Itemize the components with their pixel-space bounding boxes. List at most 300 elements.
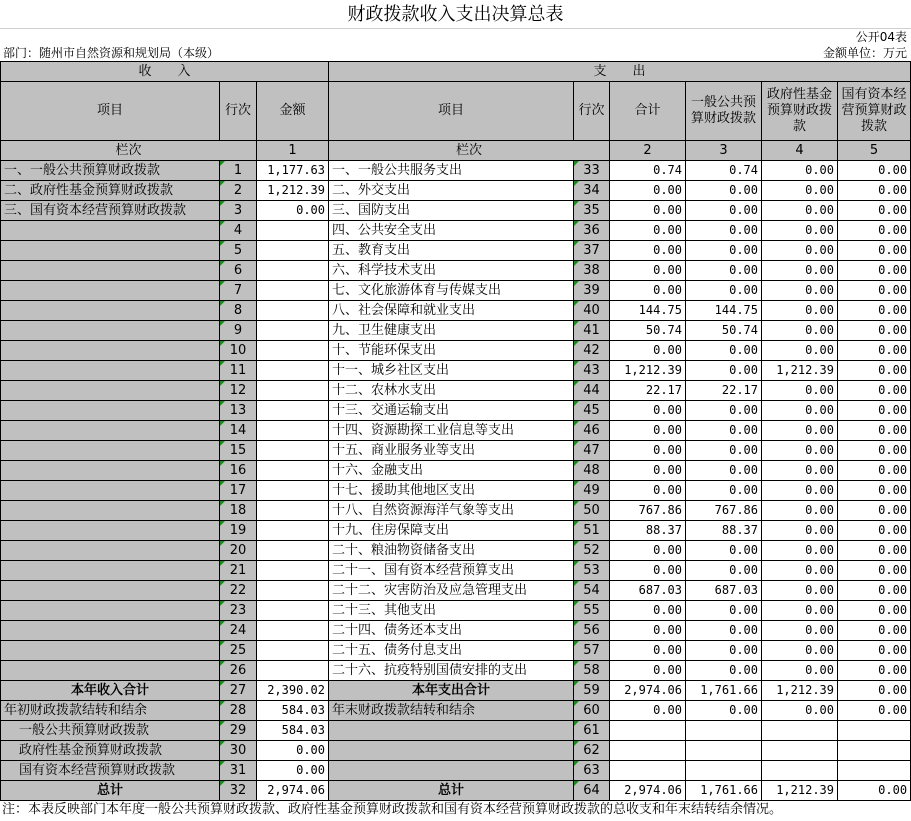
carryover-general-label: 一般公共预算财政拨款	[1, 721, 220, 741]
expense-general: 0.00	[686, 641, 762, 661]
expense-general: 0.00	[686, 561, 762, 581]
expense-row-no: 55	[574, 601, 610, 621]
table-row	[1, 381, 911, 401]
blank-cell	[329, 741, 574, 761]
expense-row-no: 52	[574, 541, 610, 561]
income-amount	[257, 361, 329, 381]
expense-row-no: 33	[574, 161, 610, 181]
expense-row-no: 44	[574, 381, 610, 401]
blank-cell	[329, 761, 574, 781]
footnote: 注：本表反映部门本年度一般公共预算财政拨款、政府性基金预算财政拨款和国有资本经营预算财政拨款的总收支和年末结转结余情况。	[2, 802, 783, 817]
expense-row-no: 40	[574, 301, 610, 321]
income-item	[1, 361, 220, 381]
expense-total: 0.00	[610, 401, 686, 421]
expense-row-no: 34	[574, 181, 610, 201]
carryover-row	[1, 701, 911, 721]
income-item	[1, 541, 220, 561]
blank-cell	[762, 721, 838, 741]
income-item: 二、政府性基金预算财政拨款	[1, 181, 220, 201]
expense-capital: 0.00	[838, 481, 911, 501]
income-item	[1, 521, 220, 541]
expense-item: 五、教育支出	[329, 241, 574, 261]
income-item	[1, 461, 220, 481]
expense-item: 十九、住房保障支出	[329, 521, 574, 541]
expense-general: 687.03	[686, 581, 762, 601]
expense-item: 三、国防支出	[329, 201, 574, 221]
expense-item: 十四、资源勘探工业信息等支出	[329, 421, 574, 441]
expense-item: 一、一般公共服务支出	[329, 161, 574, 181]
income-item	[1, 501, 220, 521]
expense-total: 0.00	[610, 661, 686, 681]
table-row	[1, 441, 911, 461]
income-total-no: 27	[220, 681, 257, 701]
income-amount	[257, 241, 329, 261]
blank-cell	[329, 721, 574, 741]
income-item: 一、一般公共预算财政拨款	[1, 161, 220, 181]
expense-fund: 0.00	[762, 521, 838, 541]
table-row	[1, 521, 911, 541]
expense-item: 四、公共安全支出	[329, 221, 574, 241]
expense-item-header: 项目	[329, 82, 574, 141]
income-rowno-header: 行次	[220, 82, 257, 141]
income-total-label: 本年收入合计	[1, 681, 220, 701]
income-expense-total-row	[1, 681, 911, 701]
begin-carryover-label: 年初财政拨款结转和结余	[1, 701, 220, 721]
income-item	[1, 301, 220, 321]
expense-item: 十六、金融支出	[329, 461, 574, 481]
table-row	[1, 321, 911, 341]
table-row	[1, 641, 911, 661]
table-row	[1, 541, 911, 561]
expense-total: 0.74	[610, 161, 686, 181]
expense-row-no: 50	[574, 501, 610, 521]
end-carryover-capital: 0.00	[838, 701, 911, 721]
carryover-general-no: 29	[220, 721, 257, 741]
carryover-fund-no: 30	[220, 741, 257, 761]
expense-item: 十二、农林水支出	[329, 381, 574, 401]
expense-row-no: 48	[574, 461, 610, 481]
income-amount	[257, 401, 329, 421]
expense-fund: 0.00	[762, 601, 838, 621]
expense-general: 0.00	[686, 221, 762, 241]
expense-total-label: 本年支出合计	[329, 681, 574, 701]
report-title: 财政拨款收入支出决算总表	[0, 0, 911, 29]
table-row	[1, 241, 911, 261]
expense-item: 二十六、抗疫特别国债安排的支出	[329, 661, 574, 681]
grand-total-row	[1, 781, 911, 801]
col-index-4: 4	[762, 141, 838, 161]
expense-item: 六、科学技术支出	[329, 261, 574, 281]
end-carryover-general: 0.00	[686, 701, 762, 721]
expense-fund: 0.00	[762, 301, 838, 321]
income-row-no: 9	[220, 321, 257, 341]
expense-total: 0.00	[610, 641, 686, 661]
end-carryover-label: 年末财政拨款结转和结余	[329, 701, 574, 721]
income-row-no: 17	[220, 481, 257, 501]
income-amount-header: 金额	[257, 82, 329, 141]
expense-general: 0.00	[686, 201, 762, 221]
grand-total-fund: 1,212.39	[762, 781, 838, 801]
blank-cell	[762, 761, 838, 781]
expense-capital: 0.00	[838, 181, 911, 201]
carryover-capital-label: 国有资本经营预算财政拨款	[1, 761, 220, 781]
expense-item: 十、节能环保支出	[329, 341, 574, 361]
begin-carryover-no: 28	[220, 701, 257, 721]
income-item	[1, 641, 220, 661]
expense-total: 50.74	[610, 321, 686, 341]
expense-item: 十七、援助其他地区支出	[329, 481, 574, 501]
col-index-2: 2	[610, 141, 686, 161]
income-amount	[257, 261, 329, 281]
grand-total-expense-label: 总计	[329, 781, 574, 801]
general-budget-header: 一般公共预算财政拨款	[686, 82, 762, 141]
expense-item: 二十三、其他支出	[329, 601, 574, 621]
expense-fund: 1,212.39	[762, 361, 838, 381]
expense-row-no: 57	[574, 641, 610, 661]
carryover-fund-ex-no: 62	[574, 741, 610, 761]
income-item	[1, 561, 220, 581]
end-carryover-fund: 0.00	[762, 701, 838, 721]
expense-fund: 0.00	[762, 281, 838, 301]
expense-row-no: 43	[574, 361, 610, 381]
blank-cell	[838, 721, 911, 741]
expense-general: 0.00	[686, 241, 762, 261]
expense-total: 0.00	[610, 461, 686, 481]
expense-total-fund: 1,212.39	[762, 681, 838, 701]
carryover-capital-row	[1, 761, 911, 781]
income-item	[1, 241, 220, 261]
expense-row-no: 36	[574, 221, 610, 241]
expense-total-value: 2,974.06	[610, 681, 686, 701]
income-item	[1, 481, 220, 501]
expense-total: 0.00	[610, 561, 686, 581]
carryover-general-value: 584.03	[257, 721, 329, 741]
expense-general: 0.00	[686, 601, 762, 621]
expense-total: 0.00	[610, 281, 686, 301]
expense-item: 二、外交支出	[329, 181, 574, 201]
table-row	[1, 201, 911, 221]
income-row-no: 10	[220, 341, 257, 361]
expense-capital: 0.00	[838, 621, 911, 641]
income-row-no: 7	[220, 281, 257, 301]
table-row	[1, 401, 911, 421]
income-item	[1, 261, 220, 281]
income-item	[1, 401, 220, 421]
expense-capital: 0.00	[838, 161, 911, 181]
expense-general: 0.00	[686, 181, 762, 201]
table-row	[1, 301, 911, 321]
grand-total-income-label: 总计	[1, 781, 220, 801]
income-row-no: 4	[220, 221, 257, 241]
department-label: 部门：随州市自然资源和规划局（本级）	[3, 46, 220, 60]
income-item	[1, 621, 220, 641]
expense-total: 0.00	[610, 421, 686, 441]
carryover-fund-row	[1, 741, 911, 761]
state-capital-header: 国有资本经营预算财政拨款	[838, 82, 911, 141]
income-row-no: 5	[220, 241, 257, 261]
total-header: 合计	[610, 82, 686, 141]
column-index-row	[1, 141, 911, 161]
expense-item: 二十二、灾害防治及应急管理支出	[329, 581, 574, 601]
expense-total-no: 59	[574, 681, 610, 701]
income-item	[1, 661, 220, 681]
expense-capital: 0.00	[838, 241, 911, 261]
expense-fund: 0.00	[762, 201, 838, 221]
income-row-no: 18	[220, 501, 257, 521]
table-row	[1, 161, 911, 181]
expense-row-no: 46	[574, 421, 610, 441]
expense-row-no: 42	[574, 341, 610, 361]
income-row-no: 6	[220, 261, 257, 281]
expense-general: 0.74	[686, 161, 762, 181]
income-amount: 1,177.63	[257, 161, 329, 181]
grand-total-expense-no: 64	[574, 781, 610, 801]
income-amount	[257, 581, 329, 601]
blank-cell	[838, 761, 911, 781]
expense-capital: 0.00	[838, 581, 911, 601]
carryover-general-row	[1, 721, 911, 741]
table-row	[1, 261, 911, 281]
blank-cell	[838, 741, 911, 761]
expense-capital: 0.00	[838, 341, 911, 361]
expense-fund: 0.00	[762, 481, 838, 501]
expense-fund: 0.00	[762, 421, 838, 441]
expense-total-capital: 0.00	[838, 681, 911, 701]
expense-item: 十三、交通运输支出	[329, 401, 574, 421]
expense-fund: 0.00	[762, 661, 838, 681]
income-amount	[257, 321, 329, 341]
expense-capital: 0.00	[838, 261, 911, 281]
expense-total: 0.00	[610, 201, 686, 221]
col-index-1: 1	[257, 141, 329, 161]
expense-fund: 0.00	[762, 541, 838, 561]
table-row	[1, 561, 911, 581]
expense-fund: 0.00	[762, 641, 838, 661]
expense-row-no: 58	[574, 661, 610, 681]
expense-general: 767.86	[686, 501, 762, 521]
col-label-expense: 栏次	[329, 141, 610, 161]
income-item	[1, 441, 220, 461]
expense-total: 0.00	[610, 621, 686, 641]
expense-total: 0.00	[610, 341, 686, 361]
income-item	[1, 381, 220, 401]
table-row	[1, 361, 911, 381]
income-total-value: 2,390.02	[257, 681, 329, 701]
expense-total: 0.00	[610, 441, 686, 461]
expense-capital: 0.00	[838, 401, 911, 421]
blank-cell	[686, 761, 762, 781]
income-amount	[257, 381, 329, 401]
income-item: 三、国有资本经营预算财政拨款	[1, 201, 220, 221]
grand-total-income-no: 32	[220, 781, 257, 801]
expense-row-no: 37	[574, 241, 610, 261]
expense-fund: 0.00	[762, 441, 838, 461]
expense-capital: 0.00	[838, 541, 911, 561]
income-amount	[257, 661, 329, 681]
expense-total-general: 1,761.66	[686, 681, 762, 701]
income-item	[1, 321, 220, 341]
income-row-no: 20	[220, 541, 257, 561]
expense-fund: 0.00	[762, 401, 838, 421]
income-item-header: 项目	[1, 82, 220, 141]
expense-general: 0.00	[686, 541, 762, 561]
expense-capital: 0.00	[838, 461, 911, 481]
income-amount	[257, 561, 329, 581]
income-amount	[257, 621, 329, 641]
blank-cell	[686, 741, 762, 761]
expense-item: 二十一、国有资本经营预算支出	[329, 561, 574, 581]
expense-general: 0.00	[686, 261, 762, 281]
income-amount	[257, 281, 329, 301]
income-amount: 1,212.39	[257, 181, 329, 201]
income-amount	[257, 441, 329, 461]
income-row-no: 13	[220, 401, 257, 421]
expense-total: 144.75	[610, 301, 686, 321]
expense-capital: 0.00	[838, 561, 911, 581]
expense-item: 二十、粮油物资储备支出	[329, 541, 574, 561]
col-label-income: 栏次	[1, 141, 257, 161]
expense-capital: 0.00	[838, 521, 911, 541]
expense-fund: 0.00	[762, 181, 838, 201]
grand-total-income-value: 2,974.06	[257, 781, 329, 801]
expense-capital: 0.00	[838, 661, 911, 681]
begin-carryover-value: 584.03	[257, 701, 329, 721]
income-amount	[257, 221, 329, 241]
table-row	[1, 481, 911, 501]
expense-row-no: 49	[574, 481, 610, 501]
expense-fund: 0.00	[762, 501, 838, 521]
expense-fund: 0.00	[762, 621, 838, 641]
income-row-no: 23	[220, 601, 257, 621]
end-carryover-total: 0.00	[610, 701, 686, 721]
expense-item: 九、卫生健康支出	[329, 321, 574, 341]
expense-total: 0.00	[610, 541, 686, 561]
expense-fund: 0.00	[762, 561, 838, 581]
carryover-fund-value: 0.00	[257, 741, 329, 761]
expense-general: 0.00	[686, 621, 762, 641]
expense-capital: 0.00	[838, 281, 911, 301]
col-index-5: 5	[838, 141, 911, 161]
expense-item: 十五、商业服务业等支出	[329, 441, 574, 461]
table-row	[1, 221, 911, 241]
expense-general: 0.00	[686, 661, 762, 681]
expense-row-no: 39	[574, 281, 610, 301]
table-row	[1, 601, 911, 621]
table-row	[1, 581, 911, 601]
income-row-no: 24	[220, 621, 257, 641]
expense-fund: 0.00	[762, 261, 838, 281]
unit-label: 金额单位：万元	[822, 46, 907, 60]
income-row-no: 2	[220, 181, 257, 201]
expense-general: 88.37	[686, 521, 762, 541]
blank-cell	[610, 721, 686, 741]
expense-total: 0.00	[610, 221, 686, 241]
expense-general: 0.00	[686, 441, 762, 461]
expense-row-no: 45	[574, 401, 610, 421]
carryover-general-ex-no: 61	[574, 721, 610, 741]
income-amount	[257, 521, 329, 541]
expense-general: 0.00	[686, 481, 762, 501]
blank-cell	[686, 721, 762, 741]
income-item	[1, 221, 220, 241]
expense-general: 50.74	[686, 321, 762, 341]
expense-section-header: 支 出	[329, 62, 911, 82]
finance-table	[0, 61, 911, 801]
carryover-capital-ex-no: 63	[574, 761, 610, 781]
carryover-capital-no: 31	[220, 761, 257, 781]
expense-capital: 0.00	[838, 361, 911, 381]
expense-general: 0.00	[686, 421, 762, 441]
col-index-3: 3	[686, 141, 762, 161]
expense-fund: 0.00	[762, 341, 838, 361]
expense-item: 十一、城乡社区支出	[329, 361, 574, 381]
expense-row-no: 54	[574, 581, 610, 601]
blank-cell	[610, 761, 686, 781]
column-header-row	[1, 82, 911, 141]
carryover-fund-label: 政府性基金预算财政拨款	[1, 741, 220, 761]
income-row-no: 15	[220, 441, 257, 461]
expense-rowno-header: 行次	[574, 82, 610, 141]
income-row-no: 1	[220, 161, 257, 181]
expense-total: 88.37	[610, 521, 686, 541]
expense-total: 0.00	[610, 181, 686, 201]
expense-capital: 0.00	[838, 321, 911, 341]
expense-row-no: 56	[574, 621, 610, 641]
gov-fund-header: 政府性基金预算财政拨款	[762, 82, 838, 141]
expense-total: 22.17	[610, 381, 686, 401]
table-row	[1, 181, 911, 201]
end-carryover-no: 60	[574, 701, 610, 721]
expense-row-no: 51	[574, 521, 610, 541]
income-item	[1, 281, 220, 301]
income-row-no: 26	[220, 661, 257, 681]
income-section-header: 收 入	[1, 62, 329, 82]
expense-item: 八、社会保障和就业支出	[329, 301, 574, 321]
income-amount	[257, 461, 329, 481]
expense-item: 十八、自然资源海洋气象等支出	[329, 501, 574, 521]
income-row-no: 19	[220, 521, 257, 541]
income-amount	[257, 641, 329, 661]
expense-capital: 0.00	[838, 201, 911, 221]
expense-fund: 0.00	[762, 161, 838, 181]
income-item	[1, 601, 220, 621]
expense-total: 0.00	[610, 241, 686, 261]
income-row-no: 3	[220, 201, 257, 221]
income-row-no: 25	[220, 641, 257, 661]
grand-total-expense-value: 2,974.06	[610, 781, 686, 801]
table-row	[1, 661, 911, 681]
expense-capital: 0.00	[838, 641, 911, 661]
table-row	[1, 621, 911, 641]
section-header-row	[1, 62, 911, 82]
expense-row-no: 53	[574, 561, 610, 581]
income-amount	[257, 541, 329, 561]
expense-item: 二十四、债务还本支出	[329, 621, 574, 641]
income-row-no: 16	[220, 461, 257, 481]
expense-capital: 0.00	[838, 301, 911, 321]
carryover-capital-value: 0.00	[257, 761, 329, 781]
expense-general: 0.00	[686, 341, 762, 361]
expense-total: 0.00	[610, 601, 686, 621]
expense-fund: 0.00	[762, 241, 838, 261]
expense-total: 1,212.39	[610, 361, 686, 381]
income-amount	[257, 501, 329, 521]
expense-general: 0.00	[686, 281, 762, 301]
income-amount	[257, 301, 329, 321]
expense-capital: 0.00	[838, 441, 911, 461]
expense-total: 767.86	[610, 501, 686, 521]
table-row	[1, 281, 911, 301]
